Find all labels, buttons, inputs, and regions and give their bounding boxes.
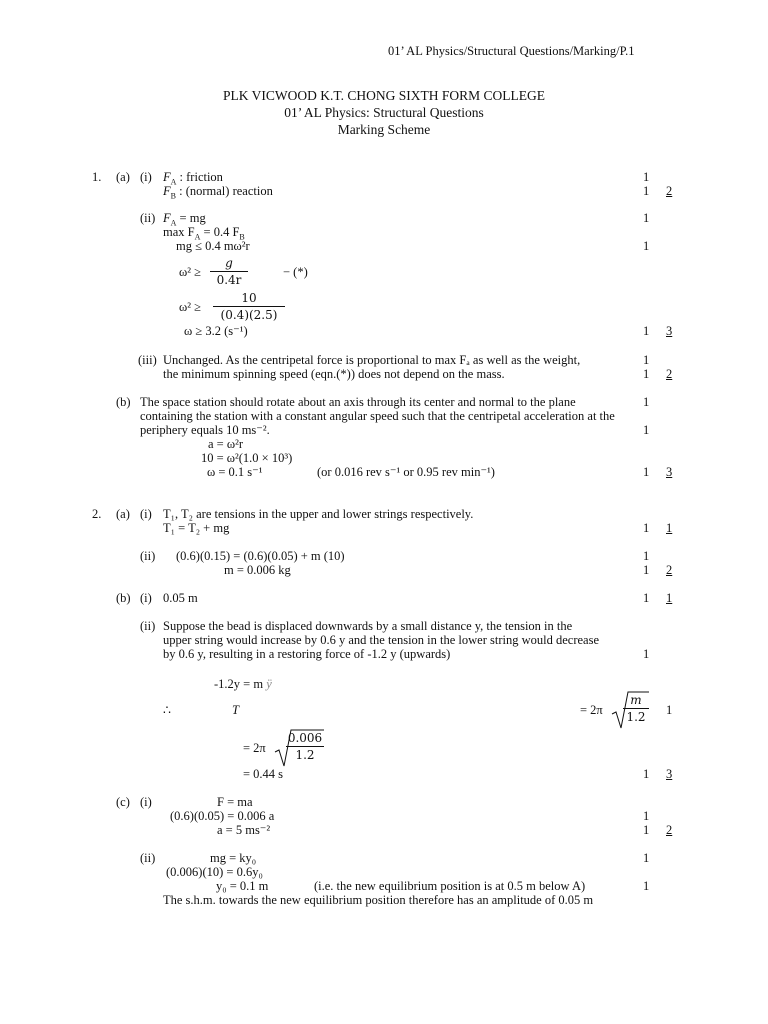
mark: 1 [666,703,673,717]
answer-line: 0.05 m [163,591,198,605]
answer-line: the minimum spinning speed (eqn.(*)) does not depend on the mass. [163,367,505,381]
answer-line: a = 5 ms⁻² [217,823,271,837]
mark-total: 3 [666,465,673,479]
subpart-label: (ii) [140,619,156,633]
equals-two-pi: = 2π [580,703,603,717]
answer-line: a = ω²r [208,437,243,451]
part-label: (a) [116,170,130,184]
mark-total: 1 [666,591,673,605]
mark: 1 [643,879,650,893]
subpart-label: (i) [140,170,152,184]
answer-line: Suppose the bead is displaced downwards by a small distance y, the tension in the [163,619,573,633]
mark: 1 [643,521,650,535]
running-head: 01’ AL Physics/Structural Questions/Marking/P.1 [388,44,635,58]
answer-line: F = ma [217,795,253,809]
mark-total: 2 [666,823,673,837]
mark: 1 [643,423,650,437]
answer-line: periphery equals 10 ms⁻². [140,423,270,437]
answer-line: $\max F_A = 0.4$ $F_B$ [163,225,245,242]
answer-line: ω = 0.1 s⁻¹ [207,465,263,479]
inequality-lhs: ω² ≥ [179,265,201,279]
answer-line: containing the station with a constant angular speed such that the centripetal acceleration at the [140,409,615,423]
part-label: (b) [116,591,131,605]
answer-note: (i.e. the new equilibrium position is at 0.5 m below A) [314,879,586,893]
sqrt-fraction: m 1.2 [623,692,649,725]
mark: 1 [643,353,650,367]
mark: 1 [643,591,650,605]
mark: 1 [643,549,650,563]
answer-note: (or 0.016 rev s⁻¹ or 0.95 rev min⁻¹) [317,465,495,479]
mark: 1 [643,465,650,479]
answer-line: The space station should rotate about an axis through its center and normal to the plane [140,395,576,409]
subpart-label: (ii) [140,549,156,563]
mark-total: 3 [666,767,673,781]
equation-tag: − (*) [283,265,308,279]
answer-line: (0.006)(10) = 0.6y₀ [166,865,263,879]
mark: 1 [643,563,650,577]
mark-total: 2 [666,563,673,577]
inequality-lhs: ω² ≥ [179,300,201,314]
part-label: (c) [116,795,130,809]
fraction: 10 (0.4)(2.5) [213,290,285,323]
part-label: (b) [116,395,131,409]
answer-line: T₁ = T₂ + mg [163,521,230,535]
fraction: g 0.4r [210,255,248,288]
answer-line: (0.6)(0.15) = (0.6)(0.05) + m (10) [176,549,345,563]
mark: 1 [643,647,650,661]
mark: 1 [643,367,650,381]
paper-title: 01’ AL Physics: Structural Questions [284,105,484,120]
answer-line: T₁, T₂ are tensions in the upper and lower strings respectively. [163,507,474,521]
mark: 1 [643,809,650,823]
answer-line: mg ≤ 0.4 mω²r [176,239,250,253]
mark: 1 [643,851,650,865]
mark-total: 2 [666,184,673,198]
mark: 1 [643,170,650,184]
school-name: PLK VICWOOD K.T. CHONG SIXTH FORM COLLEGE [223,88,545,103]
therefore-symbol: ∴ [163,703,171,717]
period-symbol: T [232,703,239,717]
answer-line: (0.6)(0.05) = 0.006 a [170,809,275,823]
answer-line: 10 = ω²(1.0 × 10³) [201,451,293,465]
answer-line: $F_B$ : (normal) reaction [163,184,273,201]
question-number: 2. [92,507,102,521]
answer-line: ω ≥ 3.2 (s⁻¹) [184,324,248,338]
mark-total: 2 [666,367,673,381]
mark: 1 [643,395,650,409]
subpart-label: (iii) [138,353,157,367]
answer-line: m = 0.006 kg [224,563,291,577]
answer-line: = 0.44 s [243,767,284,781]
equation-line: -1.2y = m ÿ [214,677,272,691]
answer-line: Unchanged. As the centripetal force is proportional to max Fₐ as well as the weight, [163,353,581,367]
answer-line: y₀ = 0.1 m [216,879,269,893]
mark-total: 3 [666,324,673,338]
answer-line: The s.h.m. towards the new equilibrium position therefore has an amplitude of 0.05 m [163,893,594,907]
mark: 1 [643,239,650,253]
document-type: Marking Scheme [337,122,431,137]
equals-two-pi: = 2π [243,741,266,755]
answer-line: $F_A$ : friction [163,170,223,187]
answer-line: upper string would increase by 0.6 y and the tension in the lower string would decrease [163,633,599,647]
answer-line: $F_A$ = mg [163,211,206,228]
part-label: (a) [116,507,130,521]
answer-line: mg = ky₀ [210,851,257,865]
sqrt-fraction: 0.006 1.2 [287,731,323,762]
mark-total: 1 [666,521,673,535]
subpart-label: (i) [140,591,152,605]
subpart-label: (i) [140,795,152,809]
question-number: 1. [92,170,102,184]
mark: 1 [643,211,650,225]
subpart-label: (ii) [140,851,156,865]
mark: 1 [643,823,650,837]
mark: 1 [643,767,650,781]
mark: 1 [643,184,650,198]
mark: 1 [643,324,650,338]
subpart-label: (i) [140,507,152,521]
answer-line: by 0.6 y, resulting in a restoring force of -1.2 y (upwards) [163,647,451,661]
subpart-label: (ii) [140,211,156,225]
